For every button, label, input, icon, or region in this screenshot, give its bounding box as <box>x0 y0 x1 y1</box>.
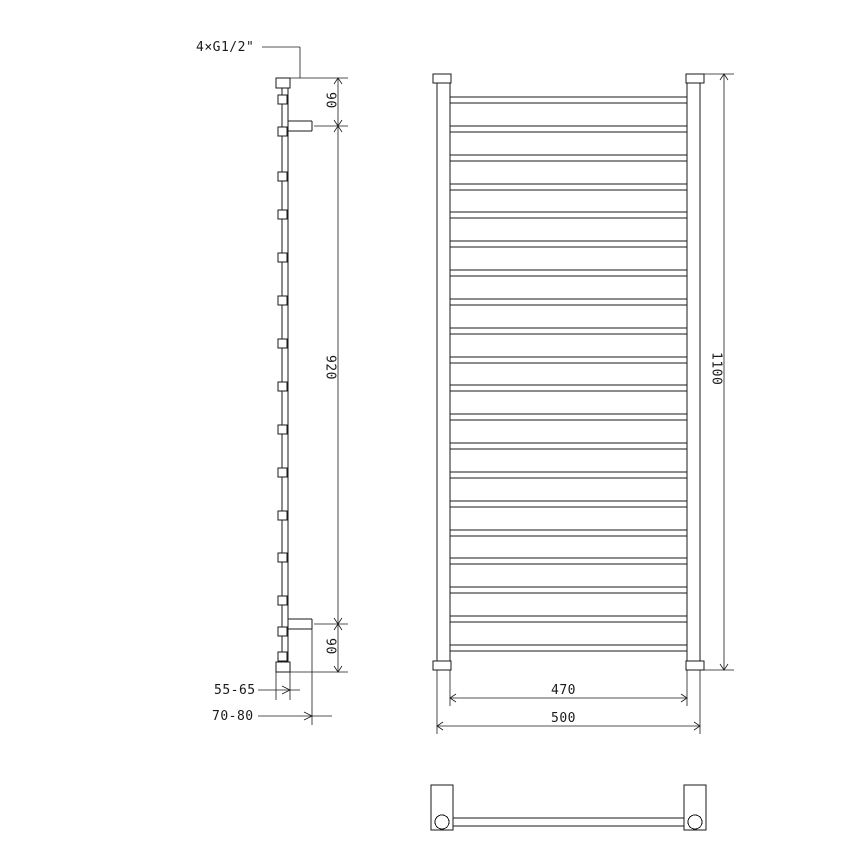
dim-depth-upper: 55-65 <box>214 683 256 698</box>
dim-total-width: 500 <box>551 711 576 726</box>
side-elevation-view <box>276 78 312 672</box>
dim-depth-lower: 70-80 <box>212 709 254 724</box>
dim-top-spacing: 90 <box>322 92 338 109</box>
connection-callout <box>196 40 300 78</box>
dim-inner-width: 470 <box>551 683 576 698</box>
connection-label: 4×G1/2" <box>196 40 255 55</box>
dim-center-height: 920 <box>322 355 338 380</box>
front-elevation-view <box>433 74 704 670</box>
top-plan-view <box>431 785 706 830</box>
rail-group <box>450 97 687 651</box>
front-view-dimensions <box>437 74 734 734</box>
dim-total-height: 1100 <box>708 352 724 386</box>
dim-bottom-spacing: 90 <box>322 638 338 655</box>
